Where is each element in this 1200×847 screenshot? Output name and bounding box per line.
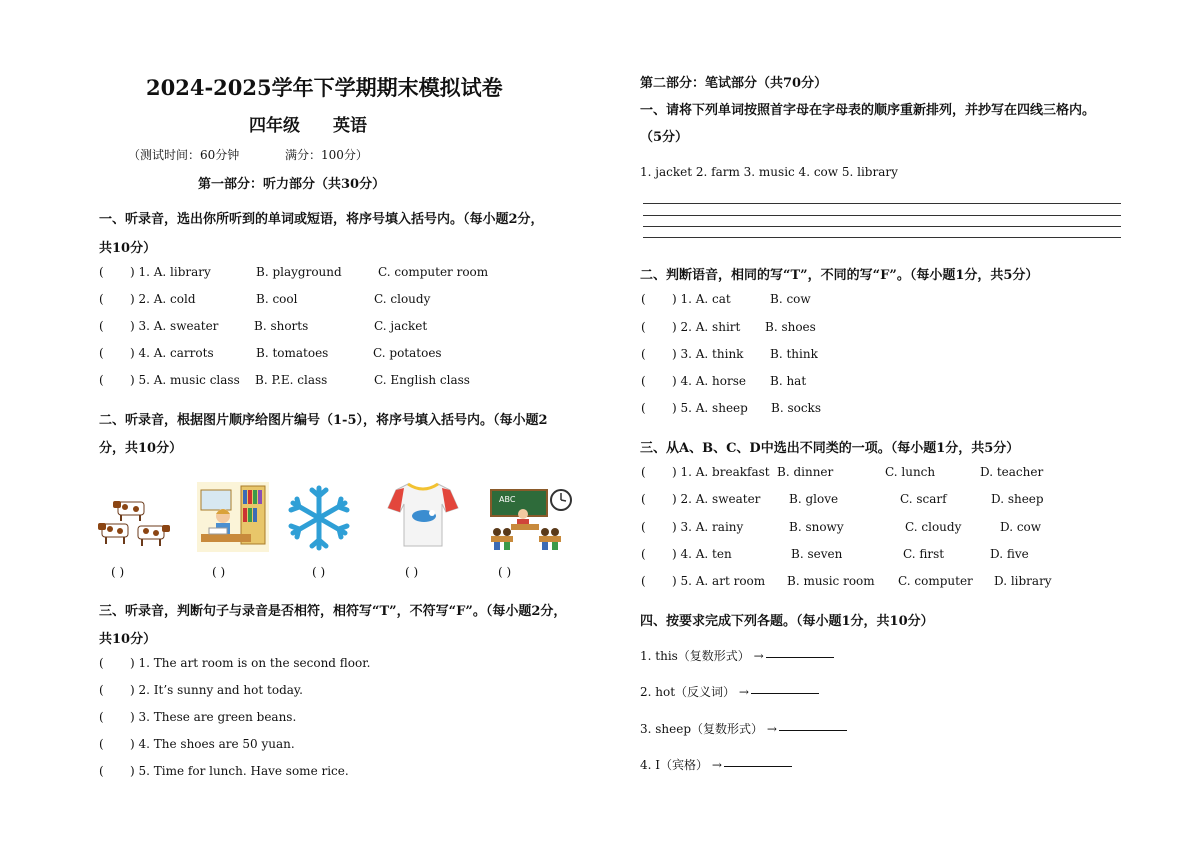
option-c: C. computer room (378, 265, 489, 279)
option-c: C. cloudy (905, 520, 962, 534)
answer-bracket[interactable]: ( (641, 320, 646, 334)
snowflake-icon (291, 488, 347, 548)
part2-title-pos: 第二部分：笔试部分（共70分） (640, 76, 828, 91)
library-picture (197, 482, 269, 552)
cow-icon (98, 523, 128, 544)
option-a: ) 2. A. cold (130, 292, 196, 306)
test-time: （测试时间：60分钟 (128, 148, 240, 162)
option-b: B. socks (771, 401, 821, 415)
answer-bracket[interactable]: ( (99, 710, 104, 724)
subject-label: 英语 (333, 116, 367, 136)
grade-label: 四年级 (249, 116, 300, 136)
transform-item (640, 683, 749, 700)
cow-icon (113, 501, 144, 521)
sentence: ) 1. The art room is on the second floor. (130, 656, 371, 670)
answer-bracket[interactable]: ( (99, 683, 104, 697)
part2-s1-title-1: 一、请将下列单词按照首字母在字母表的顺序重新排列，并抄写在四线三格内。 (640, 103, 1096, 118)
answer-bracket[interactable]: ( (641, 292, 646, 306)
option-a: ) 4. A. ten (672, 547, 732, 561)
option-b: B. snowy (789, 520, 844, 534)
answer-bracket[interactable]: ( (99, 737, 104, 751)
transform-item (640, 720, 777, 737)
option-d: D. teacher (980, 465, 1044, 479)
transform-prompt: 4. I（宾格） → (640, 758, 722, 772)
board-text: ABC (499, 495, 516, 504)
picture-bracket[interactable]: ( ) (212, 565, 226, 579)
part1-s1-title-2: 共10分） (99, 241, 157, 256)
option-a: ) 5. A. art room (672, 574, 766, 588)
transform-prompt: 3. sheep（复数形式） → (640, 722, 777, 736)
part1-title: 第一部分：听力部分（共30分） (198, 177, 386, 192)
option-b: B. tomatoes (256, 346, 329, 360)
answer-bracket[interactable]: ( (641, 492, 646, 506)
option-b: B. seven (791, 547, 843, 561)
tshirt-picture (386, 480, 460, 550)
option-a: ) 2. A. shirt (672, 320, 741, 334)
option-c: C. computer (898, 574, 973, 588)
option-a: ) 1. A. cat (672, 292, 731, 306)
option-c: C. jacket (374, 319, 428, 333)
part1-s2-title-1: 二、听录音，根据图片顺序给图片编号（1-5），将序号填入括号内。（每小题2 (99, 413, 548, 428)
option-a: ) 4. A. carrots (130, 346, 214, 360)
part1-s3-title-1: 三、听录音，判断句子与录音是否相符，相符写“T”，不符写“F”。（每小题2分， (99, 604, 567, 619)
answer-bracket[interactable]: ( (641, 401, 646, 415)
option-a: ) 3. A. think (672, 347, 744, 361)
cow-icon (138, 525, 170, 546)
part1-s3-title-2: 共10分） (99, 632, 157, 647)
option-c: C. lunch (885, 465, 936, 479)
answer-blank[interactable] (751, 683, 819, 694)
option-b: B. cow (770, 292, 811, 306)
transform-item (640, 756, 722, 773)
exam-title: 2024-2025学年下学期期末模拟试卷 (146, 75, 503, 100)
word-list: 1. jacket 2. farm 3. music 4. cow 5. library (640, 165, 898, 179)
answer-bracket[interactable]: ( (641, 347, 646, 361)
answer-bracket[interactable]: ( (641, 520, 646, 534)
option-b: B. music room (787, 574, 875, 588)
option-c: C. cloudy (374, 292, 431, 306)
option-a: ) 3. A. rainy (672, 520, 744, 534)
option-a: ) 1. A. library (130, 265, 211, 279)
option-b: B. think (770, 347, 818, 361)
option-b: B. playground (256, 265, 342, 279)
part1-s1-title-1: 一、听录音，选出你所听到的单词或短语，将序号填入括号内。（每小题2分， (99, 212, 544, 227)
snowflake-picture (285, 484, 353, 552)
part2-s3-title: 三、从A、B、C、D中选出不同类的一项。（每小题1分，共5分） (640, 441, 1020, 456)
option-d: D. cow (1000, 520, 1042, 534)
option-b: B. cool (256, 292, 298, 306)
answer-bracket[interactable]: ( (99, 656, 104, 670)
transform-item (640, 647, 764, 664)
option-b: B. shorts (254, 319, 309, 333)
sentence: ) 4. The shoes are 50 yuan. (130, 737, 295, 751)
option-c: C. potatoes (373, 346, 442, 360)
transform-prompt: 2. hot（反义词） → (640, 685, 749, 699)
answer-bracket[interactable]: ( (99, 292, 104, 306)
option-b: B. shoes (765, 320, 816, 334)
answer-bracket[interactable]: ( (641, 574, 646, 588)
option-c: C. English class (374, 373, 470, 387)
option-b: B. P.E. class (255, 373, 328, 387)
picture-bracket[interactable]: ( ) (312, 565, 326, 579)
picture-bracket[interactable]: ( ) (498, 565, 512, 579)
option-b: B. dinner (777, 465, 834, 479)
answer-blank[interactable] (724, 756, 792, 767)
picture-bracket[interactable]: ( ) (111, 565, 125, 579)
answer-bracket[interactable]: ( (99, 319, 104, 333)
sentence: ) 3. These are green beans. (130, 710, 297, 724)
option-c: C. scarf (900, 492, 947, 506)
full-score: 满分：100分） (285, 148, 368, 162)
sentence: ) 5. Time for lunch. Have some rice. (130, 764, 349, 778)
sentence: ) 2. It’s sunny and hot today. (130, 683, 303, 697)
part2-s1-title-2: （5分） (640, 130, 689, 145)
answer-bracket[interactable]: ( (99, 265, 104, 279)
answer-bracket[interactable]: ( (641, 547, 646, 561)
answer-bracket[interactable]: ( (99, 373, 104, 387)
answer-bracket[interactable]: ( (641, 465, 646, 479)
part2-s4-title: 四、按要求完成下列各题。（每小题1分，共10分） (640, 614, 934, 629)
classroom-picture (485, 484, 575, 552)
answer-blank[interactable] (766, 647, 834, 658)
part2-s2-title: 二、判断语音，相同的写“T”，不同的写“F”。（每小题1分，共5分） (640, 268, 1039, 283)
answer-blank[interactable] (779, 720, 847, 731)
option-a: ) 3. A. sweater (130, 319, 219, 333)
option-d: D. sheep (991, 492, 1044, 506)
option-d: D. five (990, 547, 1029, 561)
cows-picture (98, 496, 172, 552)
answer-bracket[interactable]: ( (641, 374, 646, 388)
option-a: ) 5. A. music class (130, 373, 240, 387)
option-a: ) 5. A. sheep (672, 401, 748, 415)
answer-bracket[interactable]: ( (99, 346, 104, 360)
option-c: C. first (903, 547, 945, 561)
option-d: D. library (994, 574, 1052, 588)
picture-bracket[interactable]: ( ) (405, 565, 419, 579)
option-b: B. hat (770, 374, 807, 388)
option-b: B. glove (789, 492, 839, 506)
transform-prompt: 1. this（复数形式） → (640, 649, 764, 663)
option-a: ) 1. A. breakfast (672, 465, 770, 479)
answer-bracket[interactable]: ( (99, 764, 104, 778)
part1-s2-title-2: 分，共10分） (99, 441, 183, 456)
option-a: ) 4. A. horse (672, 374, 747, 388)
option-a: ) 2. A. sweater (672, 492, 761, 506)
